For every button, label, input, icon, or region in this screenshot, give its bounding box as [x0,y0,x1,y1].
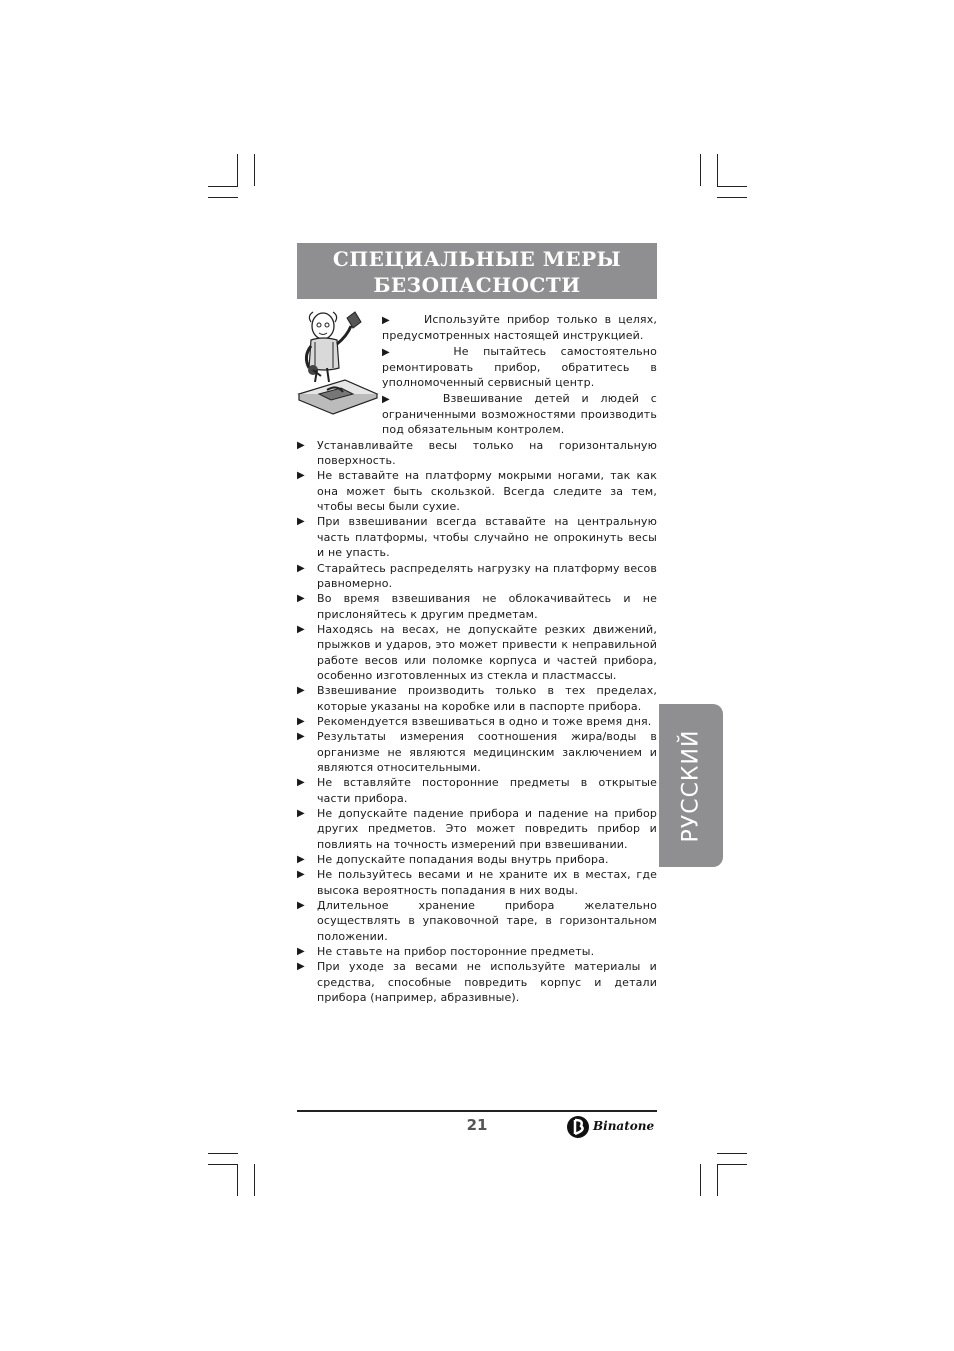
page-number: 21 [466,1116,488,1134]
crop-mark [208,1153,238,1154]
list-item: ▶ Не пользуйтесь весами и не храните их в местах, где высока вероятность попадания в них воды. [297,867,657,898]
safety-list [297,438,657,1006]
list-item: ▶ Не ставьте на прибор посторонние предметы. [297,944,657,959]
list-item: ▶ При взвешивании всегда вставайте на центральную часть платформы, чтобы случайно не опрокинуть весы и не упасть. [297,514,657,560]
crop-mark [717,186,747,187]
list-item: ▶ Результаты измерения соотношения жира/воды в организме не являются медицинским заключением и являются относительными. [297,729,657,775]
crop-mark [237,154,238,186]
binatone-logo-icon [565,1113,593,1141]
crop-mark [717,1153,747,1154]
brand-name: Binatone [593,1119,655,1133]
section-title [297,243,657,299]
list-item: ▶ Взвешивание производить только в тех пределах, которые указаны на коробке или в паспорте прибора. [297,683,657,714]
crop-mark [717,1164,718,1196]
crop-mark [237,1164,238,1196]
list-item: ▶ Не вставляйте посторонние предметы в открытые части прибора. [297,775,657,806]
bullet-arrow-icon: ▶ [382,393,390,405]
brand-logo [565,1113,657,1141]
list-item: ▶ Находясь на весах, не допускайте резких движений, прыжков и ударов, это может привести к неправильной работе весов или поломке корпуса и частей прибора, особенно изготовленных из стекла и пластмассы. [297,622,657,683]
intro-block [297,312,657,438]
list-item: ▶ Не допускайте падение прибора и падение на прибор других предметов. Это может повредить прибор и повлиять на точность измерений при взвешивании. [297,806,657,852]
list-item: ▶ Не вставайте на платформу мокрыми ногами, так как она может быть скользкой. Всегда следите за тем, чтобы весы были сухие. [297,468,657,514]
intro-item: ▶ Используйте прибор только в целях, предусмотренных настоящей инструкцией. [382,313,657,343]
intro-item: ▶ Взвешивание детей и людей с ограниченными возможностями производить под обязательным контролем. [382,391,657,437]
intro-item: ▶ Не пытайтесь самостоятельно ремонтировать прибор, обратитесь в уполномоченный сервисный центр. [382,344,657,390]
section-title-line1: СПЕЦИАЛЬНЫЕ МЕРЫ [332,247,622,271]
list-item: ▶ Не допускайте попадания воды внутрь прибора. [297,852,657,867]
crop-mark [254,154,255,186]
crop-mark [254,1164,255,1196]
bullet-arrow-icon: ▶ [382,346,390,358]
crop-mark [717,1164,747,1165]
crop-mark [717,154,718,186]
list-item: ▶ Во время взвешивания не облокачивайтесь и не прислоняйтесь к другим предметам. [297,591,657,622]
list-item: ▶ При уходе за весами не используйте материалы и средства, способные повредить корпус и детали прибора (например, абразивные). [297,959,657,1005]
crop-mark [208,197,238,198]
list-item: ▶ Рекомендуется взвешиваться в одно и тоже время дня. [297,714,657,729]
language-tab [659,704,723,867]
footer-divider [297,1110,657,1112]
crop-mark [208,186,238,187]
crop-mark [717,197,747,198]
list-item: ▶ Длительное хранение прибора желательно осуществлять в упаковочной таре, в горизонтальном положении. [297,898,657,944]
section-title-line2: БЕЗОПАСНОСТИ [373,273,581,297]
safety-text [297,312,657,1005]
crop-mark [700,1164,701,1196]
list-item: ▶ Устанавливайте весы только на горизонтальную поверхность. [297,438,657,469]
language-tab-label: РУССКИЙ [678,729,704,842]
list-item: ▶ Старайтесь распределять нагрузку на платформу весов равномерно. [297,561,657,592]
bullet-arrow-icon: ▶ [382,315,390,326]
crop-mark [208,1164,238,1165]
crop-mark [700,154,701,186]
